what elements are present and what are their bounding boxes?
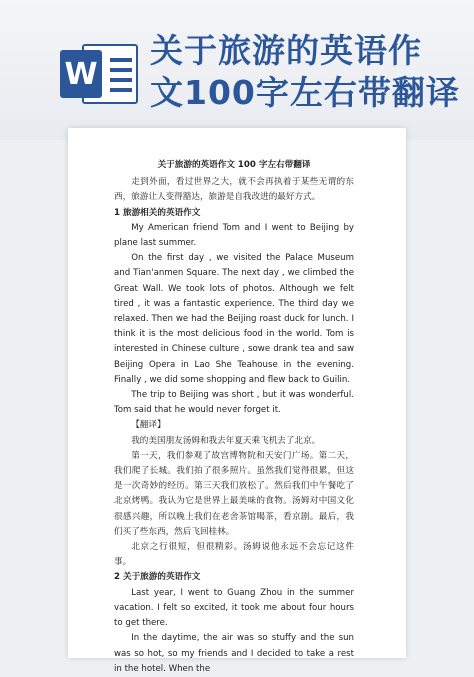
essay-2-paragraph-1: Last year, I went to Guang Zhou in the summer vacation. I felt so excited, it took me about four hours to get there. bbox=[114, 587, 354, 629]
intro-paragraph: 走到外面，看过世界之大，就不会再执着于某些无谓的东西，旅游让人变得豁达，旅游是自我改进的最好方式。 bbox=[114, 177, 354, 203]
document-body bbox=[114, 158, 354, 677]
word-logo-badge: W bbox=[60, 50, 102, 98]
document-title: 关于旅游的英语作文 100 字左右带翻译 bbox=[157, 160, 311, 170]
banner-headline bbox=[150, 30, 470, 114]
translation-paragraph-2: 第一天，我们参观了故宫博物院和天安门广场。第二天，我们爬了长城。我们拍了很多照片。虽然我们觉得很累，但这是一次奇妙的经历。第三天我们放松了。然后我们中午餐吃了北京烤鸭。我认为它是世界上最美味的食物。汤姆对中国文化很感兴趣，所以晚上我们在老舍茶馆喝茶，看京剧。最后，我们买了些东西，然后飞回桂林。 bbox=[114, 450, 354, 537]
headline-line-2: 文100字左右带翻译 bbox=[150, 73, 460, 112]
essay-1-paragraph-1: My American friend Tom and I went to Beijing by plane last summer. bbox=[114, 222, 354, 249]
word-document-icon bbox=[60, 42, 138, 106]
headline-line-1: 关于旅游的英语作 bbox=[150, 31, 422, 70]
translation-label: 【翻译】 bbox=[131, 420, 166, 431]
essay-1-paragraph-3: The trip to Beijing was short , but it was wonderful. Tom said that he would never forget it. bbox=[114, 390, 354, 416]
essay-2-paragraph-2: In the daytime, the air was so stuffy and the sun was so hot, so my friends and I decided to take a rest in the hotel. When the bbox=[114, 633, 354, 674]
essay-1-paragraph-2: On the first day , we visited the Palace Museum and Tian'anmen Square. The next day , we climbed the Great Wall. We took lots of photos. Although we felt tired , it was a fantastic experience. The third day we relaxed. Then we had the Beijing roast duck for lunch. I think it is the most delicious food in the world. Tom is interested in Chinese culture , sowe drank tea and saw Beijing Opera in Lao She Teahouse in the evening. Finally , we did some shopping and flew back to Guilin. bbox=[114, 253, 354, 385]
translation-paragraph-3: 北京之行很短，但很精彩。汤姆说他永远不会忘记这件事。 bbox=[114, 542, 354, 568]
translation-paragraph-1: 我的美国朋友汤姆和我去年夏天乘飞机去了北京。 bbox=[131, 435, 321, 446]
section-2-heading: 2 关于旅游的英语作文 bbox=[114, 572, 201, 583]
section-1-heading: 1 旅游相关的英语作文 bbox=[114, 207, 201, 218]
document-page bbox=[68, 128, 406, 674]
